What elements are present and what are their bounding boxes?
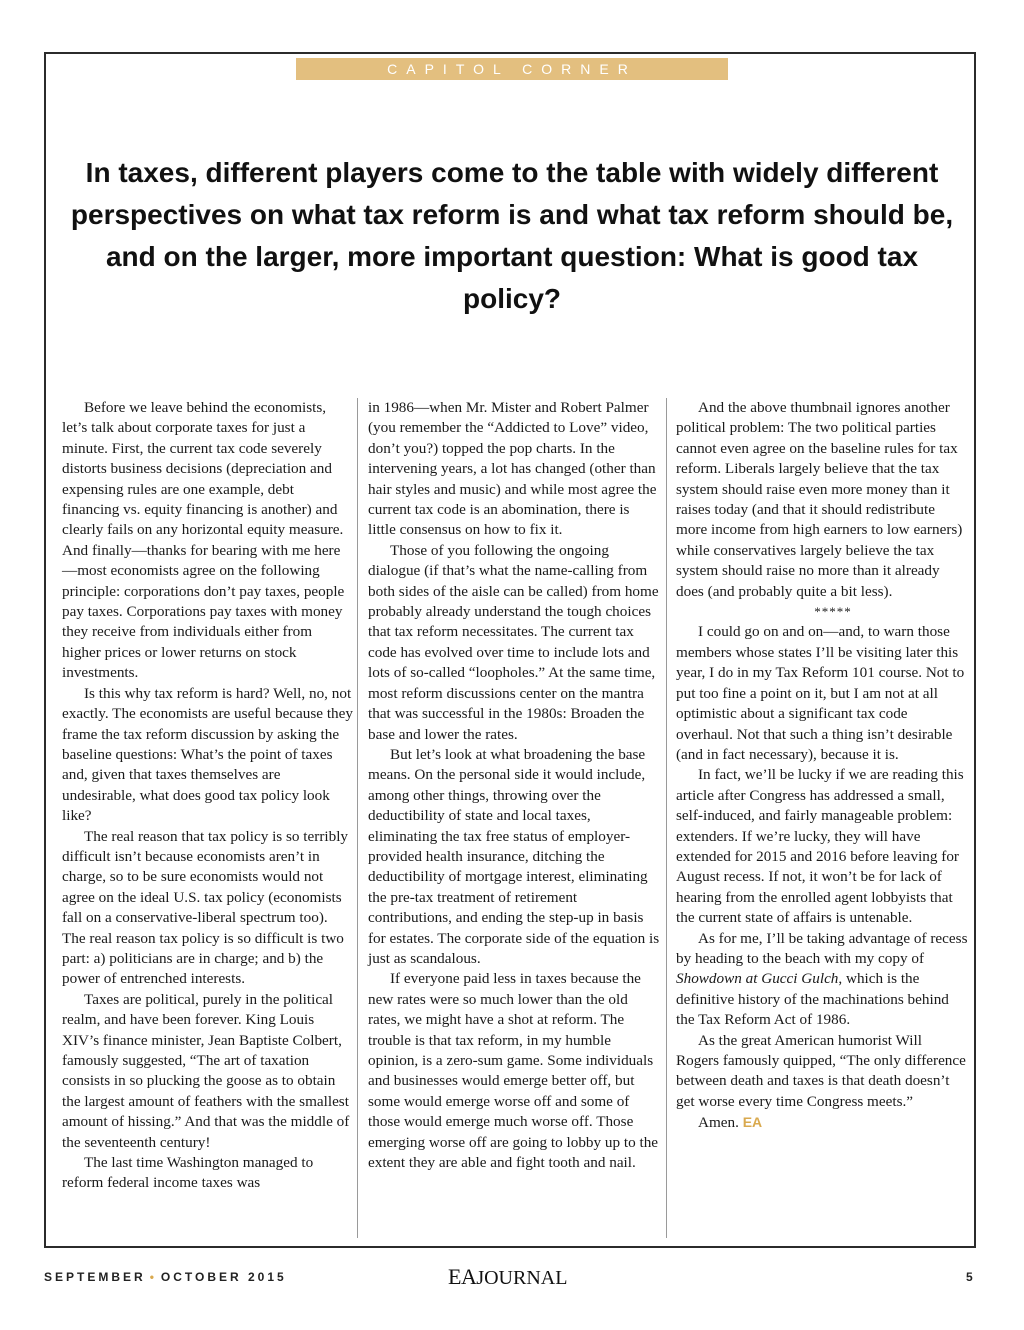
paragraph: The last time Washington managed to reform federal income taxes was	[62, 1154, 314, 1192]
paragraph: In fact, we’ll be lucky if we are reading this article after Congress has addressed a small, self-induced, and fairly manageable problem: extenders. If we’re lucky, they will have extended for 2015 and 2016 before leaving for August recess. If not, it won’t be for lack of hearing from the enrolled agent lobbyists that the current state of affairs is untenable.	[676, 766, 964, 927]
paragraph: The real reason that tax policy is so terribly difficult isn’t because economists aren’t in charge, so to be sure economists would not agree on the ideal U.S. tax policy (economists fall on a conservative-liberal spectrum too). The real reason tax policy is so difficult is two part: a) politicians are in charge; and b) the power of entrenched interests.	[62, 827, 349, 988]
paragraph: And the above thumbnail ignores another political problem: The two political parties cannot even agree on the baseline rules for tax reform. Liberals largely believe that the tax system should raise even more money than it raises today (and that it should redistribute more income from high earners to low earners) while conservatives largely believe the tax system should raise no more than it already does (and probably quite a bit less).	[676, 399, 963, 600]
article-column-3	[676, 398, 968, 1238]
logo-journal: JOURNAL	[476, 1267, 568, 1289]
paragraph: If everyone paid less in taxes because the new rates were so much lower than the old rates, we might have a shot at reform. The trouble is that tax reform, in my humble opinion, is a zero-sum game. Some individuals and businesses would emerge better off, but some would emerge worse off and some of those would emerge much worse off. Those emerging worse off are going to lobby up to the extent they are able and fight tooth and nail.	[368, 970, 659, 1172]
issue-date	[44, 1270, 287, 1284]
page-number: 5	[966, 1270, 973, 1284]
end-signature: EA	[742, 1114, 763, 1131]
paragraph: Is this why tax reform is hard? Well, no, not exactly. The economists are useful because they frame the tax reform discussion by asking the baseline questions: What’s the point of taxes and, given that taxes themselves are undesirable, what does good tax policy look like?	[62, 684, 353, 825]
column-rule-1	[357, 398, 358, 1238]
paragraph	[676, 1112, 968, 1133]
article-column-1	[62, 398, 354, 1238]
paragraph: But let’s look at what broadening the base means. On the personal side it would include, among other things, throwing over the deductibility of state and local taxes, eliminating the tax free status of employer-provided health insurance, ditching the deductibility of mortgage interest, eliminating the pre-tax treatment of retirement contributions, and ending the step-up in basis for estates. The corporate side of the equation is just as scandalous.	[368, 745, 660, 967]
paragraph: As the great American humorist Will Rogers famously quipped, “The only difference between death and taxes is that death doesn’t get worse every time Congress meets.”	[676, 1031, 966, 1110]
paragraph: Those of you following the ongoing dialogue (if that’s what the name-calling from both sides of the aisle can be called) from home probably already understand the tough choices that tax reform necessitates. The current tax code has evolved over time to include lots and lots of so-called “loopholes.” At the same time, most reform discussions center on the mantra that was successful in the 1980s: Broaden the base and lower the rates.	[368, 541, 659, 743]
paragraph	[676, 929, 968, 1031]
issue-month-year: OCTOBER 2015	[160, 1270, 287, 1284]
pull-quote: In taxes, different players come to the table with widely different perspectives on what tax reform is and what tax reform should be, and on the larger, more important question: What is good tax policy?	[70, 157, 954, 314]
section-separator: *****	[814, 604, 852, 620]
section-label: CAPITOL CORNER	[296, 58, 728, 80]
bullet-separator: •	[149, 1270, 157, 1284]
paragraph: Taxes are political, purely in the political realm, and have been forever. King Louis XIV’s finance minister, Jean Baptiste Colbert, famously suggested, “The art of taxation consists in so plucking the goose as to obtain the largest amount of feathers with the smallest amount of hissing.” And that was the middle of the seventeenth century!	[62, 990, 350, 1151]
issue-month: SEPTEMBER	[44, 1270, 146, 1284]
journal-logo	[448, 1264, 567, 1290]
logo-ea: EA	[448, 1264, 477, 1289]
text-run: , which is the definitive history of the machinations behind the Tax Reform Act of 1986.	[676, 970, 949, 1029]
text-run: As for me, I’ll be taking advantage of recess by heading to the beach with my copy of	[676, 929, 968, 967]
article-column-2	[368, 398, 660, 1238]
paragraph: Before we leave behind the economists, let’s talk about corporate taxes for just a minute. First, the current tax code severely distorts business decisions (depreciation and expensing rules are one example, debt financing vs. equity financing is another) and clearly fails on any horizontal equity measure. And finally—thanks for bearing with me here—most economists agree on the following principle: corporations don’t pay taxes, people pay taxes. Corporations pay taxes with money they receive from individuals either from higher prices or lower returns on stock investments.	[62, 399, 345, 682]
column-rule-2	[666, 398, 667, 1238]
book-title: Showdown at Gucci Gulch	[676, 970, 839, 988]
paragraph: in 1986—when Mr. Mister and Robert Palmer (you remember the “Addicted to Love” video, don’t you?) topped the pop charts. In the intervening years, a lot has changed (other than hair styles and music) and while most agree the current tax code is an abomination, there is little consensus on how to fix it.	[368, 399, 657, 539]
paragraph: I could go on and on—and, to warn those members whose states I’ll be visiting later this year, I do in my Tax Reform 101 course. Not to put too fine a point on it, but I am not at all optimistic about a significant tax code overhaul. Not that such a thing isn’t desirable (and in fact necessary), because it is.	[676, 623, 965, 763]
closing-word: Amen.	[698, 1114, 739, 1132]
